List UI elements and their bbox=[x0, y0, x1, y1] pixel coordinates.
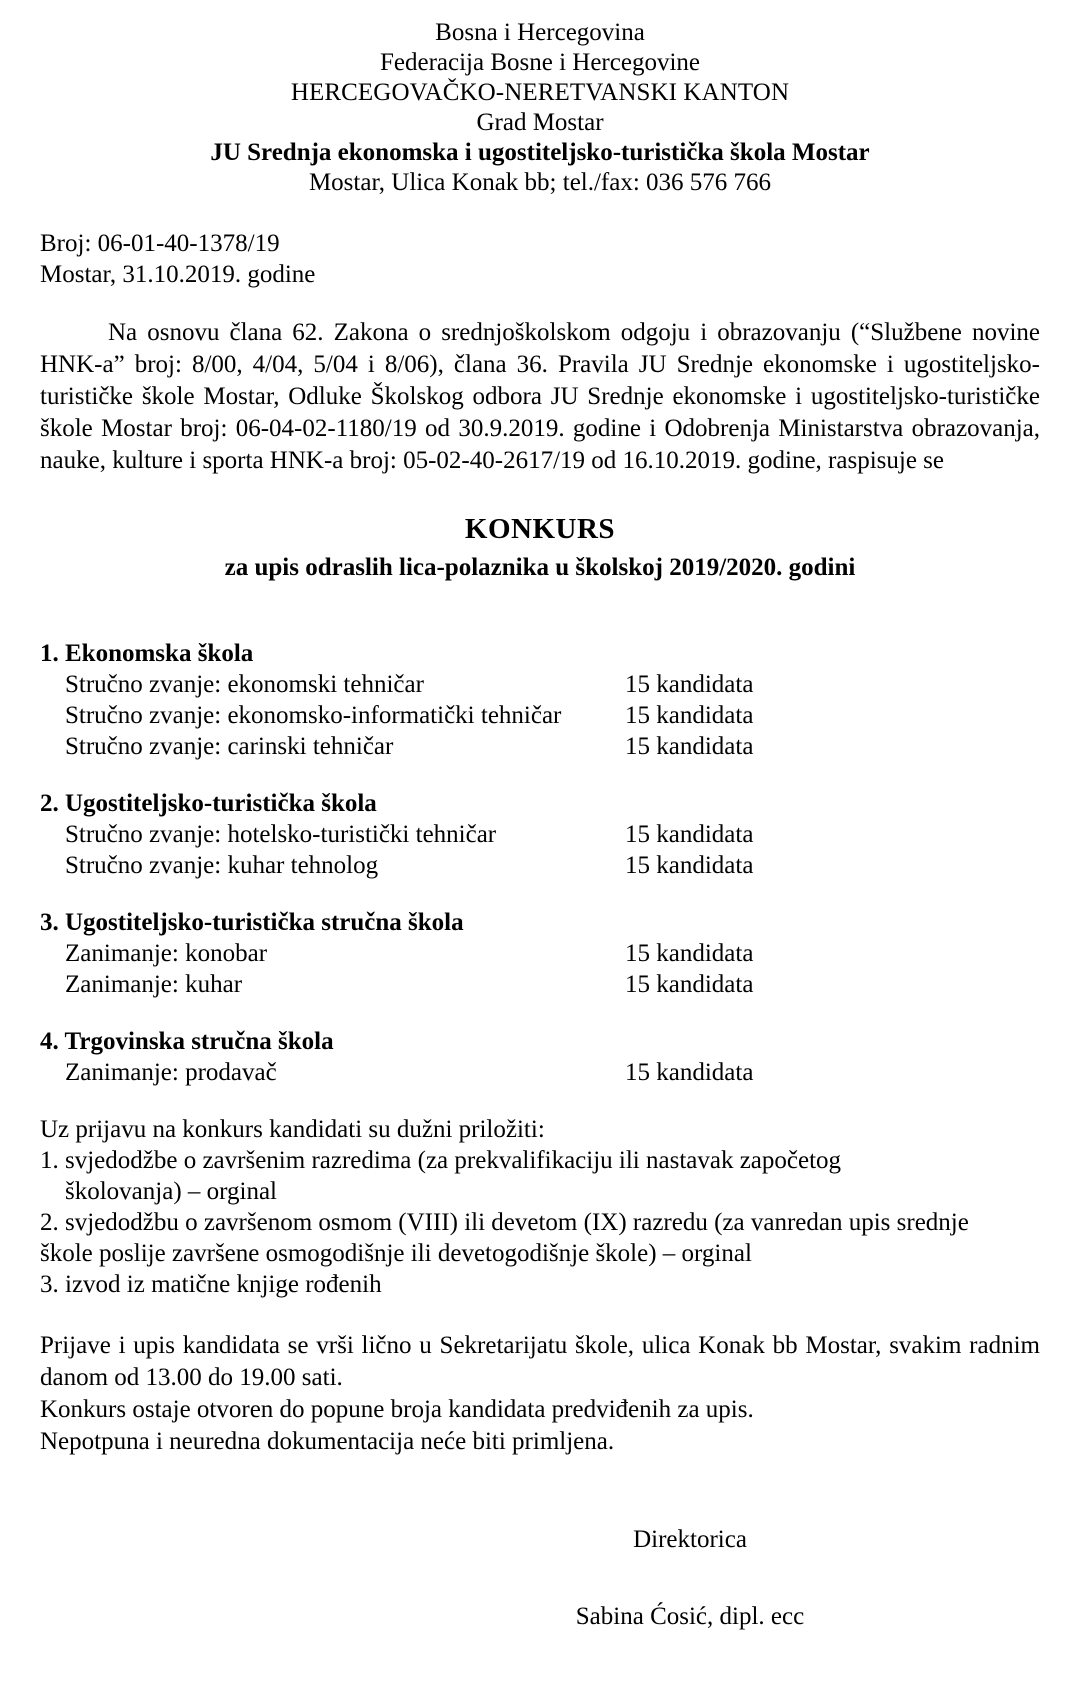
letterhead-country: Bosna i Hercegovina bbox=[435, 19, 645, 46]
requirement-item-2-line-1: 2. svjedodžbu o završenom osmom (VIII) ili devetom (IX) razredu (za vanredan upis srednje bbox=[40, 1209, 969, 1236]
letterhead-federation: Federacija Bosne i Hercegovine bbox=[379, 49, 700, 76]
program-count: 15 kandidata bbox=[625, 821, 754, 848]
reference-block bbox=[40, 228, 1040, 290]
requirements-list bbox=[40, 1114, 1040, 1300]
program-label: Stručno zvanje: carinski tehničar bbox=[65, 733, 394, 760]
program-heading: 1. Ekonomska škola bbox=[40, 640, 254, 667]
program-row bbox=[40, 819, 1040, 850]
program-count: 15 kandidata bbox=[625, 1059, 754, 1086]
letterhead-canton: HERCEGOVAČKO-NERETVANSKI KANTON bbox=[290, 79, 790, 106]
closing-line-1: Prijave i upis kandidata se vrši lično u Sekretarijatu škole, ulica Konak bb Mostar, svakim radnim danom od 13.00 do 19.00 sati. bbox=[40, 1332, 1040, 1391]
program-row bbox=[40, 669, 1040, 700]
signature-name: Sabina Ćosić, dipl. ecc bbox=[575, 1603, 805, 1630]
program-count: 15 kandidata bbox=[625, 852, 754, 879]
letterhead-institution: JU Srednja ekonomska i ugostiteljsko-turistička škola Mostar bbox=[210, 139, 870, 166]
program-label: Zanimanje: prodavač bbox=[65, 1059, 277, 1086]
intro-paragraph: Na osnovu člana 62. Zakona o srednjoškolskom odgoju i obrazovanju (“Službene novine HNK-a” broj: 8/00, 4/04, 5/04 i 8/06), člana 36. Pravila JU Srednje ekonomske i ugostiteljsko-turističke škole Mostar, Odluke Školskog odbora JU Srednje ekonomske i ugostiteljsko-turističke škole Mostar broj: 06-04-02-1180/19 od 30.9.2019. godine i Odobrenja Ministarstva obrazovanja, nauke, kulture i sporta HNK-a broj: 05-02-40-2617/19 od 16.10.2019. godine, raspisuje se bbox=[40, 319, 1040, 474]
program-count: 15 kandidata bbox=[625, 671, 754, 698]
program-label: Stručno zvanje: ekonomski tehničar bbox=[65, 671, 424, 698]
program-label: Stručno zvanje: hotelsko-turistički tehničar bbox=[65, 821, 497, 848]
program-row bbox=[40, 1057, 1040, 1088]
program-count: 15 kandidata bbox=[625, 940, 754, 967]
program-heading: 4. Trgovinska stručna škola bbox=[40, 1028, 334, 1055]
program-label: Stručno zvanje: kuhar tehnolog bbox=[65, 852, 379, 879]
program-group bbox=[40, 638, 1040, 762]
program-count: 15 kandidata bbox=[625, 733, 754, 760]
letterhead bbox=[40, 18, 1040, 198]
requirement-item-3: 3. izvod iz matične knjige rođenih bbox=[40, 1271, 382, 1298]
letterhead-city: Grad Mostar bbox=[476, 109, 604, 136]
program-heading: 3. Ugostiteljsko-turistička stručna škola bbox=[40, 909, 464, 936]
program-row bbox=[40, 731, 1040, 762]
program-label: Stručno zvanje: ekonomsko-informatički tehničar bbox=[65, 702, 562, 729]
closing-line-2: Konkurs ostaje otvoren do popune broja kandidata predviđenih za upis. bbox=[40, 1396, 754, 1423]
program-row bbox=[40, 938, 1040, 969]
letterhead-address: Mostar, Ulica Konak bb; tel./fax: 036 576 766 bbox=[308, 169, 772, 196]
program-group bbox=[40, 907, 1040, 1000]
program-row bbox=[40, 969, 1040, 1000]
requirements-intro: Uz prijavu na konkurs kandidati su dužni priložiti: bbox=[40, 1116, 545, 1143]
signature-block bbox=[40, 1524, 1040, 1632]
closing-block bbox=[40, 1330, 1040, 1458]
signature-role: Direktorica bbox=[633, 1526, 747, 1553]
program-row bbox=[40, 850, 1040, 881]
closing-line-3: Nepotpuna i neuredna dokumentacija neće biti primljena. bbox=[40, 1428, 615, 1455]
program-row bbox=[40, 700, 1040, 731]
program-count: 15 kandidata bbox=[625, 971, 754, 998]
program-count: 15 kandidata bbox=[625, 702, 754, 729]
program-heading: 2. Ugostiteljsko-turistička škola bbox=[40, 790, 377, 817]
requirement-item-1-line-1: 1. svjedodžbe o završenim razredima (za prekvalifikaciju ili nastavak započetog bbox=[40, 1147, 842, 1174]
program-label: Zanimanje: konobar bbox=[65, 940, 268, 967]
page-subtitle: za upis odraslih lica-polaznika u školskoj 2019/2020. godini bbox=[224, 554, 856, 581]
programs-list bbox=[40, 638, 1040, 1088]
requirement-item-2-line-2: škole poslije završene osmogodišnje ili devetogodišnje škole) – orginal bbox=[40, 1240, 752, 1267]
reference-number: Broj: 06-01-40-1378/19 bbox=[40, 230, 280, 257]
requirement-item-1-line-2: školovanja) – orginal bbox=[65, 1178, 277, 1205]
program-label: Zanimanje: kuhar bbox=[65, 971, 243, 998]
program-group bbox=[40, 1026, 1040, 1088]
reference-place-date: Mostar, 31.10.2019. godine bbox=[40, 261, 316, 288]
page-title: KONKURS bbox=[464, 513, 616, 545]
program-group bbox=[40, 788, 1040, 881]
